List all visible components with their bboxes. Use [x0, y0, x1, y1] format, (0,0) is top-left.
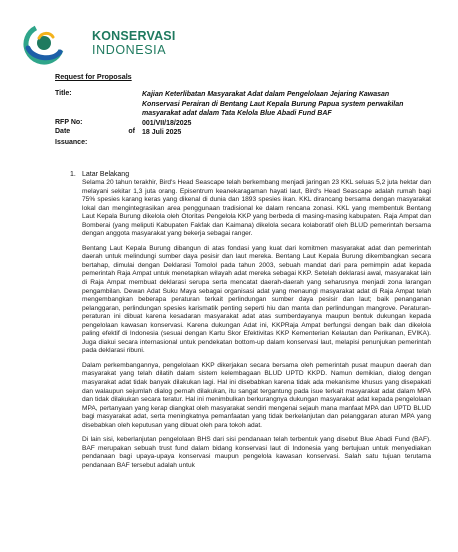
paragraph: Bentang Laut Kepala Burung dibangun di atas fondasi yang kuat dari komitmen masyarakat adat dan pemerintah daerah untuk melindungi sumber daya pesisir dan laut mereka. Bentang Laut Kepala Burung dikembangkan secara bertahap, dimulai dengan Deklarasi Tomolol pada tahun 2003, sebuah mandat dari para pemimpin adat kepada pemerintah Raja Ampat untuk menetapkan wilayah adat mereka sebagai KKP. Setelah deklarasi awal, masyarakat lain di Raja Ampat membuat deklarasi serupa serta mencatat daerah-daerah yang seharusnya menjadi zona larangan pengambilan. Dewan Adat Suku Maya sebagai organisasi adat yang menaungi masyarakat adat di Raja Ampat telah mengembangkan beberapa peraturan terkait perlindungan sumber daya pesisir dan laut; baik penanganan pelanggaran, perlindungan spesies karismatik penting seperti hiu dan manta dan perlindungan mangrove. Peraturan-peraturan ini dibuat karena kesadaran masyarakat adat atas sumberdayanya maupun bentuk dukungan kepada pengelolaan kawasan konservasi. Karena dukungan Adat ini, KKPRaja Ampat berfungsi dengan baik dan dikelola paling efektif di Indonesia (sesuai dengan Kartu Skor Efektivitas KKP Kementerian Kelautan dan Perikanan, EVIKA). Juga diakui secara internasional untuk pendekatan bottom-up dalam konservasi laut, melapisi penunjukan pemerintah pada deklarasi ribuni. — [82, 244, 431, 355]
section-number: 1. — [70, 171, 76, 178]
rfp-heading: Request for Proposals — [55, 72, 132, 81]
paragraph: Dalam perkembangannya, pengelolaan KKP dikerjakan secara bersama oleh pemerintah pusat maupun daerah dan masyarakat yang telah dilatih dalam sistem kelembagaan BLUD UPTD KKPD. Namun demikian, dialog dengan masyarakat adat tidak banyak dilakukan lagi. Hal ini disebabkan karena tidak ada mekanisme khusus yang disepakati dan walaupun sejumlah dialog pernah dilakukan, itu sangat tergantung pada isue terkait masyarakat adat dalam MPA dan tidak dilakukan secara teratur. Hal ini menimbulkan berkurangnya dukungan masyarakat adat kepada pengelolaan MPA, pertanyaan yang kerap diangkat oleh masyarakat sendiri mengenai sejauh mana manfaat MPA dan UPTD BLUD bagi masyarakat adat, serta meningkatnya pemanfaatan yang tidak berkelanjutan dan pelanggaran aturan MPA yang disebabkan oleh keputusan yang dibuat oleh para tokoh adat. — [82, 361, 431, 429]
section-title: Latar Belakang — [82, 171, 130, 178]
paragraph: Selama 20 tahun terakhir, Bird's Head Seascape telah berkembang menjadi jaringan 23 KKL seluas 5,2 juta hektar dan melayani sekitar 1,3 juta orang. Episentrum keanekaragaman hayati laut, Bird's Head Seascape adalah rumah bagi 75% spesies karang keras yang dikenal di dunia dan 1893 spesies ikan. KKL dirancang bersama dengan masyarakat lokal dan mengintegrasikan area penggunaan tradisional ke dalam rencana zonasi. KKL yang membentuk Bentang Laut Kepala Burung dikelola oleh Otoritas Pengelola KKP yang berbeda di masing-masing kabupaten. Raja Ampat dan Bomberai (yang meliputi Kabupaten Fakfak dan Kaimana) dikelola secara kolaboratif oleh BLUD pemerintah bersama dengan anggota masyarakat yang bekerja sebagai ranger. — [82, 179, 431, 238]
section-heading — [55, 171, 431, 178]
rfp-number-row — [55, 119, 425, 129]
rfp-metadata — [55, 90, 425, 148]
section-background — [55, 171, 431, 477]
date-row — [55, 128, 425, 147]
title-value: Kajian Keterlibatan Masyarakat Adat dalam Pengelolaan Jejaring Kawasan Konservasi Perairan di Bentang Laut Kepala Burung Papua system perwakilan masyarakat adat dalam Tata Kelola Blue Abadi Fund BAF — [142, 91, 404, 118]
date-label-date: Date — [55, 128, 71, 136]
date-label-issuance: Issuance: — [55, 138, 88, 146]
logo-emblem-icon — [22, 22, 66, 66]
section-body — [82, 179, 431, 471]
title-row — [55, 90, 425, 119]
logo-word-konservasi: KONSERVASI — [92, 29, 176, 43]
rfp-number-label: RFP No: — [55, 118, 83, 126]
paragraph: Di lain sisi, keberlanjutan pengelolaan BHS dari sisi pendanaan telah terbentuk yang disebut Blue Abadi Fund (BAF). BAF merupakan sebuah trust fund dalam bidang konservasi laut di Indonesia yang bertujuan untuk menyediakan pendanaan bagi upaya-upaya konservasi maupun pengelola kawasan konservasi. Salah satu tujuan terutama pendanaan BAF tersebut adalah untuk — [82, 436, 431, 469]
rfp-number-value: 001/VII/18/2025 — [142, 119, 192, 127]
konservasi-indonesia-logo — [22, 22, 176, 66]
logo-word-indonesia: INDONESIA — [92, 43, 167, 57]
title-label: Title: — [55, 90, 72, 97]
date-value: 18 Juli 2025 — [142, 129, 182, 137]
date-label-of: of — [128, 128, 135, 136]
date-label — [55, 128, 135, 135]
